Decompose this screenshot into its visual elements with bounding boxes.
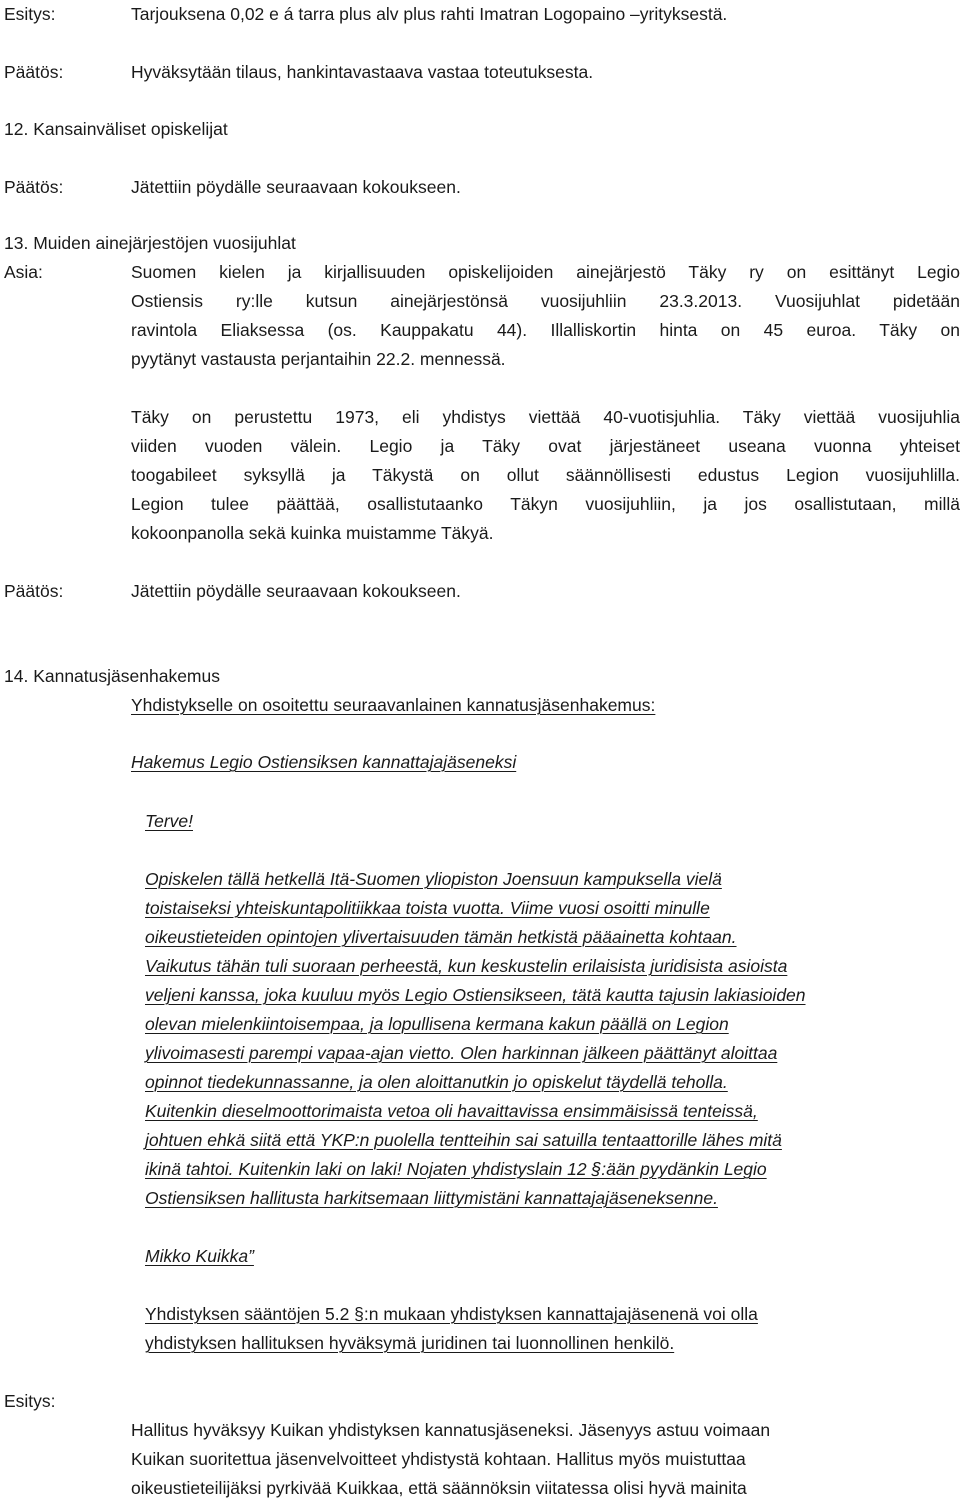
- letter-greeting: Terve!: [145, 811, 193, 831]
- letter-title: Hakemus Legio Ostiensiksen kannattajajäseneksi: [131, 752, 517, 772]
- letter-line: veljeni kanssa, joka kuuluu myös Legio Ostiensikseen, tätä kautta tajusin lakiasioiden: [145, 985, 806, 1005]
- letter-line: Vaikutus tähän tuli suoraan perheestä, kun keskustelin erilaisista juridisista asioista: [145, 956, 788, 976]
- item13-decision: Jätettiin pöydälle seuraavaan kokoukseen.: [131, 581, 461, 601]
- paatos-label: Päätös:: [4, 177, 64, 197]
- item14-proposal-line: Kuikan suoritettua jäsenvelvoitteet yhdistystä kohtaan. Hallitus myös muistuttaa: [131, 1449, 746, 1469]
- item13-info-line: viiden vuoden välein. Legio ja Täky ovat järjestäneet useana vuonna yhteiset: [131, 436, 960, 456]
- item13-info-line: Legion tulee päättää, osallistutaanko Täkyn vuosijuhliin, ja jos osallistutaan, millä: [131, 494, 960, 514]
- letter-line: johtuen ehkä siitä että YKP:n puolella tentteihin sai satuilla tentaattorille lähes mitä: [145, 1130, 782, 1150]
- item14-intro: Yhdistykselle on osoitettu seuraavanlainen kannatusjäsenhakemus:: [131, 695, 656, 715]
- item13-heading: 13. Muiden ainejärjestöjen vuosijuhlat: [4, 233, 296, 253]
- letter-line: Ostiensiksen hallitusta harkitsemaan liittymistäni kannattajajäseneksenne.: [145, 1188, 718, 1208]
- letter-line: Opiskelen tällä hetkellä Itä-Suomen yliopiston Joensuun kampuksella vielä: [145, 869, 722, 889]
- item14-heading: 14. Kannatusjäsenhakemus: [4, 666, 220, 686]
- item13-matter-line: ravintola Eliaksessa (os. Kauppakatu 44). Illalliskortin hinta on 45 euroa. Täky on: [131, 320, 960, 340]
- item12-heading: 12. Kansainväliset opiskelijat: [4, 119, 228, 139]
- letter-line: olevan mielenkiintoisempaa, ja lopullisena kermana kakun päällä on Legion: [145, 1014, 729, 1034]
- paatos-label: Päätös:: [4, 62, 64, 82]
- item13-info-line: toogabileet syksyllä ja Täkystä on ollut säännöllisesti edustus Legion vuosijuhlilla.: [131, 465, 960, 485]
- item12-decision: Jätettiin pöydälle seuraavaan kokoukseen.: [131, 177, 461, 197]
- item14-proposal-line: Hallitus hyväksyy Kuikan yhdistyksen kannatusjäseneksi. Jäsenyys astuu voimaan: [131, 1420, 771, 1440]
- item13-matter-line: Ostiensis ry:lle kutsun ainejärjestönsä vuosijuhliin 23.3.2013. Vuosijuhlat pidetään: [131, 291, 960, 311]
- rule-line: yhdistyksen hallituksen hyväksymä juridinen tai luonnollinen henkilö.: [145, 1333, 675, 1353]
- asia-label: Asia:: [4, 262, 43, 282]
- letter-line: opinnot tiedekunnassanne, ja olen aloittanutkin jo opiskelut täydellä teholla.: [145, 1072, 728, 1092]
- item13-matter-line: pyytänyt vastausta perjantaihin 22.2. mennessä.: [131, 349, 506, 369]
- letter-line: ikinä tahtoi. Kuitenkin laki on laki! Nojaten yhdistyslain 12 §:ään pyydänkin Legio: [145, 1159, 767, 1179]
- rule-line: Yhdistyksen sääntöjen 5.2 §:n mukaan yhdistyksen kannattajajäsenenä voi olla: [145, 1304, 758, 1324]
- item13-info-line: Täky on perustettu 1973, eli yhdistys viettää 40-vuotisjuhlia. Täky viettää vuosijuhlia: [131, 407, 960, 427]
- letter-line: Kuitenkin dieselmoottorimaista vetoa oli havaittavissa ensimmäisissä tenteissä,: [145, 1101, 758, 1121]
- item11-decision: Hyväksytään tilaus, hankintavastaava vastaa toteutuksesta.: [131, 62, 594, 82]
- paatos-label: Päätös:: [4, 581, 64, 601]
- item13-info-line: kokoonpanolla sekä kuinka muistamme Täkyä.: [131, 523, 494, 543]
- letter-line: toistaiseksi yhteiskuntapolitiikkaa toista vuotta. Viime vuosi osoitti minulle: [145, 898, 710, 918]
- esitys-label: Esitys:: [4, 4, 56, 24]
- letter-line: ylivoimasesti parempi vapaa-ajan vietto. Olen harkinnan jälkeen päättänyt aloittaa: [145, 1043, 778, 1063]
- item11-proposal: Tarjouksena 0,02 e á tarra plus alv plus rahti Imatran Logopaino –yrityksestä.: [131, 4, 728, 24]
- item13-matter-line: Suomen kielen ja kirjallisuuden opiskelijoiden ainejärjestö Täky ry on esittänyt Legio: [131, 262, 960, 282]
- letter-line: oikeustieteiden opintojen ylivertaisuuden tämän hetkistä pääainetta kohtaan.: [145, 927, 737, 947]
- esitys-label: Esitys:: [4, 1391, 56, 1411]
- item14-proposal-line: oikeustieteilijäksi pyrkivää Kuikkaa, että säännöksin viitatessa olisi hyvä mainita: [131, 1478, 747, 1498]
- letter-signature: Mikko Kuikka”: [145, 1246, 254, 1266]
